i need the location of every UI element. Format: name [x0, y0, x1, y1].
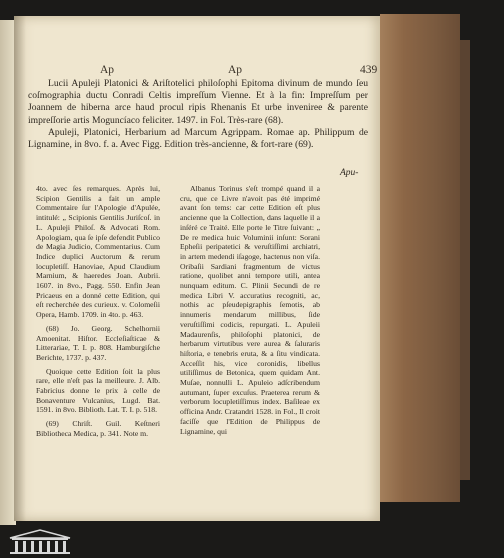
footnote-column-right: [180, 184, 320, 436]
footnote-69: (69) Chriſt. Guil. Keſtneri Bibliotheca Medica, p. 341. Note m.: [36, 419, 160, 438]
running-head-right: Ap: [228, 64, 243, 76]
building-logo-icon: [6, 528, 74, 556]
footnote-68: (68) Jo. Georg. Schelhornii Amoenitat. Hiſtor. Eccleſiaſticae & Litterariae, T. I. p. 808. Hamburgiſche Berichte, 1737. p. 437.: [36, 323, 160, 362]
book-cover-edge: [460, 40, 470, 480]
entry-apuleius-epitoma: Lucii Apuleji Platonici & Ariſtotelici philoſophi Epitoma divinum de mundo ſeu coſmographia ductu Conradi Celtis impreſſum Vienne. Et à la fin: Impreſſum per Joannem de hiberna arce haud procul ripis Rhenanis Et urbe inveniree & parente impreſſorie artis Moguncíaco feliciter. 1497. in Fol. Très-rare (68).: [28, 78, 368, 126]
footnote-paragraph: 4to. avec ſes remarques. Après lui, Scipion Gentilis a fait un ample Commentaire ſur l'Apologie d'Apulée, intitulé: „ Scipionis Gentilis Juriſcoſ. in L. Apuleji Philoſ. & Advocati Rom. Apologiam, qua ſe ipſe defendit Publico de Magia Judicio, Commentarius. Cum Indice duplici Auctorum & rerum locupletiſſ. Hanoviae, Apud Claudium Marnium, & haeredes Joan. Aubrii. 1607. in 8vo., Pagg. 550. Enfin Jean Pricaeus en a donné cette Edition, qui eſt recherchée des curieux. v. Colomeſii Opera, Hamb. 1709. in 4to. p. 463.: [36, 184, 160, 320]
catchword: Apu-: [340, 168, 359, 178]
entry-apuleius-herbarium: Apuleji, Platonici, Herbarium ad Marcum Agrippam. Romae ap. Philippum de Lignamine, in 8vo. f. a. Avec Figg. Edition très-ancienne, & fort-rare (69).: [28, 126, 368, 151]
main-entries: [28, 78, 368, 151]
footnote-paragraph: Albanus Torinus s'eſt trompé quand il a cru, que ce Livre n'avoit pas été imprimé avant ſon tems: car cette Edition eſt plus ancienne que la Collection, dans laquelle il a inſéré ce Traité. Elle porte le Titre ſuivant: „ De re medica huic Voluminii inſunt: Sorani Epheſii peripatetici & veruſtiſſimi archiatri, in artem medendi iſagoge, hactenus non viſa. Oribaſii Sardiani fragmentum de victus ratione, quolibet anni tempore utili, antea nunquam editum. C. Plinii Secundi de re medica Libri V. accuratius recogniti, ac, nothis ac pſeudepigraphis ſemotis, ab innumeris mendarum millibus, ſide veruſtiſſimi codicis, repurgati. L. Apuleii Madaurenſis, philoſophi platonici, de herbarum virtutibus vere aurea & ſaluraris hiſtoria, e tenebris eruta, & a ſitu vindicata. Acceſſit his, vice coronidis, libellus utiliſſimus de Betonica, quem quidam Ant. Muſae, nonnulli L. Apuleio adſcribendum autumant, ſuper excuſus. Praeterea rerum & verborum locupletiſſimus index. Baſileae ex officina Andr. Cratandri 1528. in Fol., Il croit faciſſe que l'Edition de Philippus de Lignamine, qui: [180, 184, 320, 436]
footnote-paragraph: Quoique cette Edition ſoit la plus rare, elle n'eſt pas la meilleure. J. Alb. Fabricius donne le prix à celle de Bonaventure Vulcanius, Lugd. Bat. 1591. in 8vo. Biblioth. Lat. T. I. p. 518.: [36, 366, 160, 415]
footnote-column-left: [36, 184, 160, 439]
page-block-edge: [380, 14, 460, 502]
page-number: 439: [360, 64, 378, 76]
viewer-footer: [0, 526, 504, 558]
running-head-left: Ap: [100, 64, 115, 76]
gutter-shadow: [14, 16, 26, 521]
